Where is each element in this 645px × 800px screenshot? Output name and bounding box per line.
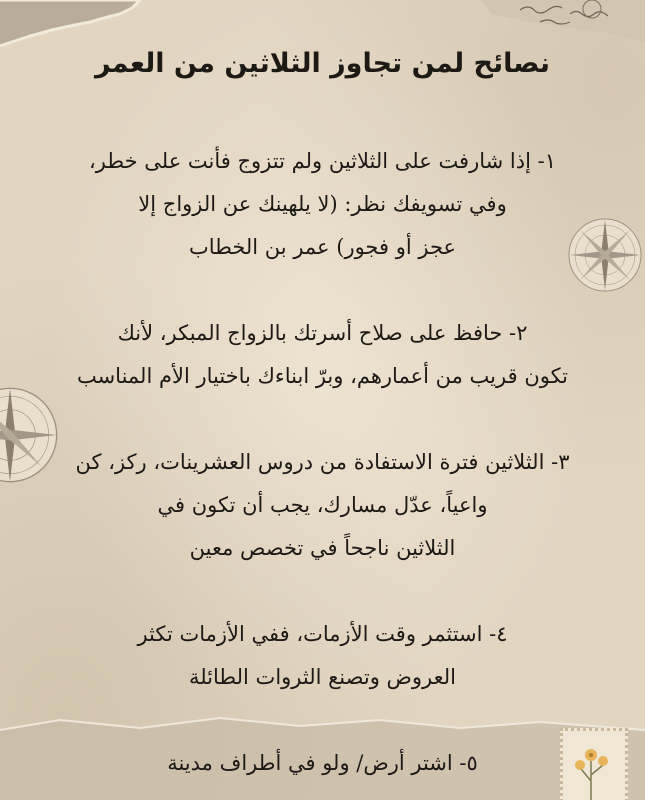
torn-paper-top-left xyxy=(0,0,150,50)
tip-line: ١- إذا شارفت على الثلاثين ولم تتزوج فأنت على خطر، xyxy=(89,149,556,173)
tips-list xyxy=(0,140,645,785)
tip-line: ٣- الثلاثين فترة الاستفادة من دروس العشرينات، ركز، كن xyxy=(75,450,570,474)
tip-line: وفي تسويفك نظر: (لا يلهينك عن الزواج إلا xyxy=(138,192,507,216)
tip-3 xyxy=(28,441,618,570)
page-title: نصائح لمن تجاوز الثلاثين من العمر xyxy=(95,48,550,79)
tip-4 xyxy=(28,613,618,699)
tip-line: ٤- استثمر وقت الأزمات، ففي الأزمات تكثر xyxy=(137,622,508,646)
tip-2 xyxy=(28,312,618,398)
tip-5 xyxy=(28,742,618,785)
tip-line: الثلاثين ناجحاً في تخصص معين xyxy=(189,536,456,560)
tip-line: عجز أو فجور) عمر بن الخطاب xyxy=(188,235,457,259)
tip-line: العروض وتصنع الثروات الطائلة xyxy=(188,665,457,689)
tip-line: واعياً، عدّل مسارك، يجب أن تكون في xyxy=(157,493,488,517)
tip-line: تكون قريب من أعمارهم، وبرّ ابناءك باختيار الأم المناسب xyxy=(76,364,569,388)
tip-line: ٢- حافظ على صلاح أسرتك بالزواج المبكر، لأنك xyxy=(117,321,528,345)
tip-line: ٥- اشتر أرض/ ولو في أطراف مدينة xyxy=(167,751,478,775)
handwriting-paper-top-right xyxy=(480,0,645,55)
tip-1 xyxy=(28,140,618,269)
